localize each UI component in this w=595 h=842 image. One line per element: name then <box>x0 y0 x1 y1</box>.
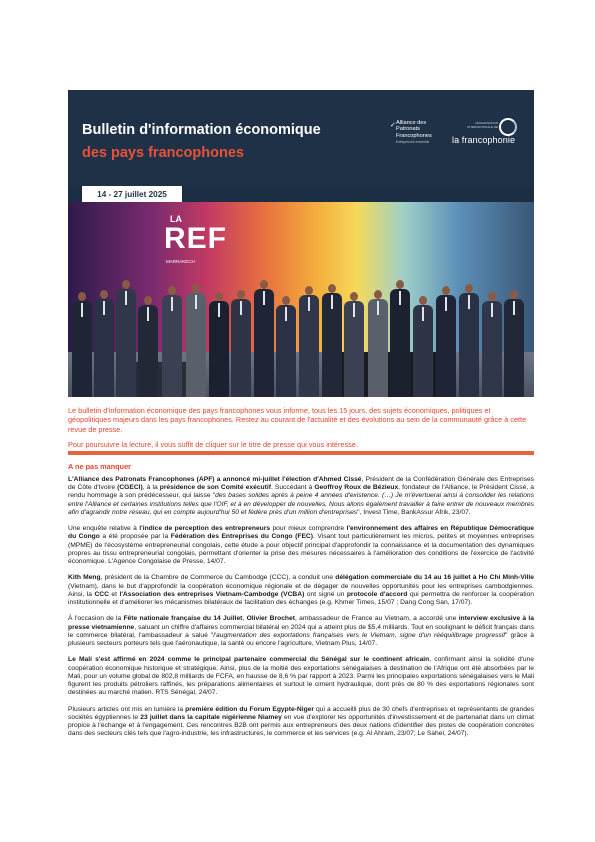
event-logo: REF <box>164 222 227 255</box>
article-text: . Succédant à <box>270 484 315 492</box>
person-figure <box>94 299 114 397</box>
article-text: , saluant un chiffre d'affaires commercial bilatéral en 2024 qui a atteint plus de $5,4 milliards. Tout en soulignant le déficit français dans le commerce bilatéral, l'ambassadeur a salué " <box>68 623 534 639</box>
person-figure <box>344 301 364 397</box>
person-figure <box>299 295 319 397</box>
intro-instruction: Pour poursuivre la lecture, il vous suffit de cliquer sur le titre de presse qui vous intéresse. <box>68 440 358 450</box>
article-list <box>68 476 534 747</box>
event-city: MARRAKECH <box>166 259 195 264</box>
person-figure <box>368 299 388 397</box>
article-headline-link[interactable]: 23 juillet dans la capitale nigérienne Niamey <box>140 713 282 721</box>
article-text: Plusieurs articles ont mis en lumière la <box>68 705 186 713</box>
person-figure <box>436 295 456 397</box>
article-paragraph <box>68 656 534 697</box>
apf-logo-subtext: Entreprendre ensemble <box>396 140 430 144</box>
article-paragraph <box>68 574 534 607</box>
article-headline-link[interactable]: première édition du Forum Egypte-Niger <box>185 705 314 713</box>
oif-logo <box>452 118 526 148</box>
article-headline-link[interactable]: protocole d'accord <box>346 590 408 598</box>
person-figure <box>209 301 229 397</box>
oif-ring-icon <box>499 118 517 136</box>
article-headline-link[interactable]: l'environnement des affaires en République Démocratique du Congo <box>68 525 534 541</box>
person-figure <box>413 305 433 397</box>
article-text: Une enquête relative à <box>68 525 140 533</box>
article-text: qui a accueilli plus de 30 chefs d'entreprises et représentants de grandes sociétés égyptiennes le <box>68 705 534 721</box>
article-text: (Vietnam), dans le but d'approfondir la coopération économique régionale et de dégager de nouvelles opportunités pour les entreprises cambodgiennes. Ainsi, la <box>68 582 534 598</box>
article-headline-link[interactable]: l'Association des entreprises Vietnam-Cambodge (VCBA) <box>119 590 305 598</box>
article-text: , Président de la Confédération Générale des Entreprises de Côte d'Ivoire <box>68 476 535 492</box>
article-headline-link[interactable]: Kith Meng <box>68 574 101 582</box>
intro-text <box>68 406 534 456</box>
article-headline-link[interactable]: Le Mali s'est affirmé en 2024 comme le principal partenaire commercial du Sénégal sur le continent africain <box>68 656 430 664</box>
section-title: A ne pas manquer <box>68 462 131 471</box>
article-headline-link[interactable]: Geoffroy Roux de Bézieux <box>314 484 399 492</box>
person-figure <box>162 295 182 397</box>
article-headline-link[interactable]: interview exclusive à la presse vietnamienne <box>68 615 534 631</box>
apf-logo <box>390 120 446 150</box>
header-banner <box>68 90 534 397</box>
article-headline-link[interactable]: Fédération des Entreprises du Congo (FEC) <box>170 533 313 541</box>
article-paragraph <box>68 615 534 648</box>
date-range-badge: 14 - 27 juillet 2025 <box>82 186 182 203</box>
article-text: . Visant tout particulièrement les micros, petites et moyennes entreprises (MPME) de l'écosystème entrepreneurial congolais, cette étude a pour objectif principal d'approfondir la connaissance et la documentation des dynamiques propres au tissu entrepreneurial congolais, permettant d'orienter la prise des mesures nécessaires à l'amélioration des conditions de l'exercice de l'activité économique. L'Agence Congolaise de Presse, 14/07. <box>68 533 535 566</box>
oif-logo-name: la francophonie <box>452 135 516 145</box>
article-text: et <box>108 590 120 598</box>
person-figure <box>390 289 410 397</box>
article-text: À l'occasion de la <box>68 615 124 623</box>
person-figure <box>322 293 342 397</box>
event-logo-prefix: LA <box>170 214 182 224</box>
article-text: , ambassadeur de France au Vietnam, a accordé une <box>294 615 459 623</box>
article-text: des bases solides après à peine 4 années d'existence. (…) Je m'évertuerai ainsi à consolider les relations entre l'Alliance et certaines institutions telles que l'OIF, et à en développer de nouvelles. Nous allons également travailler à faire entrer de nouveaux membres afin d'agrandir notre réseau, qui en compte aujourd'hui 50 et fédère près d'un million d'entreprises <box>68 492 534 516</box>
person-figure <box>72 301 92 397</box>
article-headline-link[interactable]: délégation commerciale du 14 au 16 juillet à Ho Chi Minh-Ville <box>335 574 534 582</box>
article-text: ont signé un <box>304 590 347 598</box>
section-divider <box>68 451 534 455</box>
article-text: , à la <box>142 484 160 492</box>
article-headline-link[interactable]: présidence de son Comité exécutif <box>159 484 271 492</box>
person-figure <box>231 299 251 397</box>
article-headline-link[interactable]: Olivier Brochet <box>246 615 295 623</box>
apf-mark-icon: ✓ <box>390 122 396 129</box>
article-headline-link[interactable]: (CGECI) <box>117 484 143 492</box>
article-text: l'augmentation des exportations françaises vers le Vietnam, signe d'un rééquilibrage progressif <box>213 631 506 639</box>
bulletin-subtitle: des pays francophones <box>82 145 244 161</box>
article-text: , président de la Chambre de Commerce du Cambodge (CCC), a conduit une <box>100 574 336 582</box>
article-text: qui permettra de renforcer la coopération institutionnelle et d'améliorer les mécanismes bilatéraux de facilitation des échanges (e.g. Khmer Times, 15/07 ; Dang Cong San, 17/07). <box>68 590 534 607</box>
article-text: , fondateur de l'Alliance, le Président Cissé, a rendu hommage à son prédécesseur, qui laisse " <box>68 484 534 500</box>
article-headline-link[interactable]: CCC <box>94 590 109 598</box>
person-figure <box>138 305 158 397</box>
article-text: " grâce à plusieurs secteurs porteurs tels que l'aéronautique, la santé ou encore l'agriculture, Vietnam Plus, 14/07. <box>68 631 534 648</box>
article-text: en vue d'explorer les opportunités d'investissement et de partenariat dans un climat propice à l'échange et à l'engagement. Ces rencontres B2B ont permis aux entrepreneurs des deux nations d'identifier des pistes de coopération concrètes dans des secteurs clés tels que l'agro-industrie, les infrastructures, le commerce et les services (e.g. Al Ahram, 23/07; Le Sahel, 24/07). <box>68 713 534 738</box>
article-headline-link[interactable]: l'indice de perception des entrepreneurs <box>139 525 271 533</box>
person-figure <box>504 299 524 397</box>
person-figure <box>116 289 136 397</box>
person-figure <box>276 305 296 397</box>
article-text: ", Invest Time, BankAssur Afrik, 23/07. <box>357 508 471 516</box>
article-paragraph <box>68 525 534 566</box>
person-figure <box>254 289 274 397</box>
article-text: pour mieux comprendre <box>270 525 347 533</box>
apf-logo-text: Alliance des Patronats Francophones <box>396 120 432 139</box>
oif-logo-small-text: ORGANISATION INTERNATIONALE DE <box>467 121 498 129</box>
article-text: , confirmant ainsi la solidité d'une coopération économique historique et stratégique. Ainsi, plus de la moitié des exportations sénégalaises à destination de l'Afrique ont été absorbées par le Mali, pour un volume global de 802,8 milliards de FCFA, en hausse de 8,6 % par rapport à 2023. Parmi les principales exportations sénégalaises vers le Mali figurent les produits pétroliers raffinés, les préparations alimentaires et surtout le ciment hydraulique, dont près de 80 % des exportations régionales sont destinées au marché malien. RTS Sénégal, 24/07. <box>68 656 534 697</box>
article-headline-link[interactable]: L'Alliance des Patronats Francophones (APF) a annoncé mi-juillet l'élection d'Ahmed Cissé <box>68 476 362 483</box>
article-text: a été proposée par la <box>99 533 171 541</box>
person-figure <box>482 301 502 397</box>
banner-header <box>68 90 534 199</box>
intro-paragraph: Le bulletin d'information économique des pays francophones vous informe, tous les 15 jours, des sujets économiques, politiques et géopolitiques majeurs dans les pays francophones. Restez au courant de l'actualité et des évolutions au sein de la communauté grâce à cette revue de presse. <box>68 406 527 434</box>
group-photo <box>68 202 534 397</box>
article-text: , <box>242 615 247 623</box>
bulletin-title: Bulletin d'information économique <box>82 122 321 138</box>
article-headline-link[interactable]: Fête nationale française du 14 Juillet <box>123 615 243 623</box>
article-paragraph <box>68 476 534 517</box>
person-figure <box>459 293 479 397</box>
person-figure <box>186 293 206 397</box>
article-paragraph <box>68 706 534 739</box>
